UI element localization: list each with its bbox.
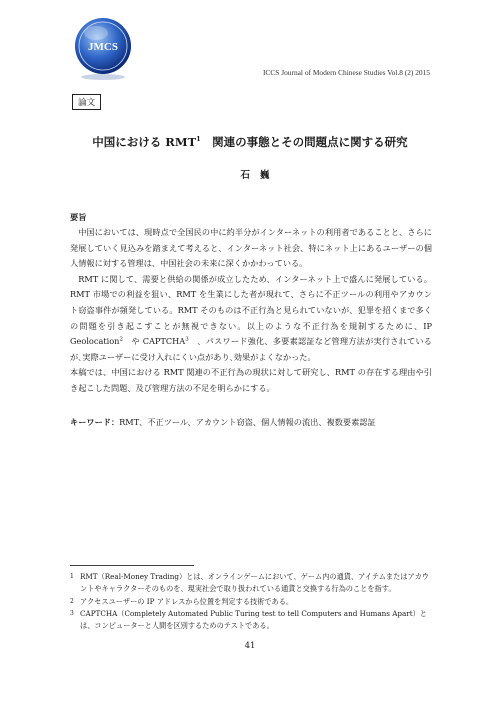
abstract-text: や CAPTCHA	[122, 336, 186, 347]
footnote-item	[70, 608, 435, 633]
title-rest: 関連の事態とその問題点に関する研究	[200, 135, 408, 149]
keywords-label: キーワード：	[70, 417, 120, 427]
footnote-number: 3	[70, 609, 74, 617]
abstract-body	[70, 225, 432, 397]
journal-info: ICCS Journal of Modern Chinese Studies Vol.8 (2) 2015	[262, 68, 430, 77]
footnote-divider	[70, 565, 194, 566]
journal-logo	[70, 15, 136, 81]
title-main: 中国における RMT	[92, 135, 197, 149]
author-name: 石巍	[240, 170, 280, 181]
page-number: 41	[244, 641, 256, 651]
category-label: 論文	[72, 94, 101, 110]
footnote-text: アクセスユーザーの IP アドレスから位置を判定する技術である。	[80, 596, 294, 606]
footnote-text: CAPTCHA（Completely Automated Public Turing test to tell Computers and Humans Apart）とは、コンピューターと人間を区別するためのテストである。	[80, 608, 427, 631]
logo-text: JMCS	[88, 41, 118, 53]
abstract-text: RMT に関して、需要と供給の関係が成立したため、インターネット上で盛んに発展している。RMT 市場での利益を狙い、RMT を生業にした者が現れて、さらに不正ツールの利用やアカウント窃盗事件が頻発している。RMT そのものは不正行為と見られていないが、犯罪を招くまで多くの問題を引き起こすことが無視できない。以上のような不正行為を規制するために、IP Geolocation	[70, 273, 432, 347]
footnote-ref[interactable]: 2	[119, 336, 123, 343]
paper-title	[0, 134, 500, 150]
abstract-paragraph	[70, 272, 432, 366]
footnote-text: RMT（Real-Money Trading）とは、オンラインゲームにおいて、ゲーム内の通貨、アイテムまたはアカウントやキャラクターそのものを、現実社会で取り扱われている通貨と交換する行為のことを指す。	[80, 572, 429, 594]
footnotes	[70, 571, 435, 632]
footnote-item	[70, 596, 435, 608]
keywords-line	[70, 417, 432, 428]
title-footnote-ref[interactable]: 1	[196, 135, 201, 144]
abstract-paragraph: 中国においては、現時点で全国民の中に約半分がインターネットの利用者であることと、さらに発展していく見込みを踏まえて考えると、インターネット社会、特にネット上にあるユーザーの個人情報に対する管理は、中国社会の未来に深くかかわっている。	[70, 227, 432, 269]
footnote-number: 2	[70, 597, 74, 605]
abstract-paragraph: 本稿では、中国における RMT 関連の不正行為の現状に対して研究し、RMT の存在する理由や引き起こした問題、及び管理方法の不足を明らかにする。	[70, 367, 432, 393]
abstract-heading: 要旨	[70, 212, 87, 222]
footnote-item	[70, 571, 435, 596]
abstract-text: 、パスワード強化、多要素認証など管理方法が実行されているが､実際ユーザーに受け入れにくい点があり､効果がよくなかった。	[70, 336, 432, 362]
footnote-ref[interactable]: 3	[185, 336, 189, 343]
footnote-number: 1	[70, 573, 74, 580]
keywords-text: RMT、不正ツール、アカウント窃盗、個人情報の流出、複数要素認証	[119, 417, 376, 427]
